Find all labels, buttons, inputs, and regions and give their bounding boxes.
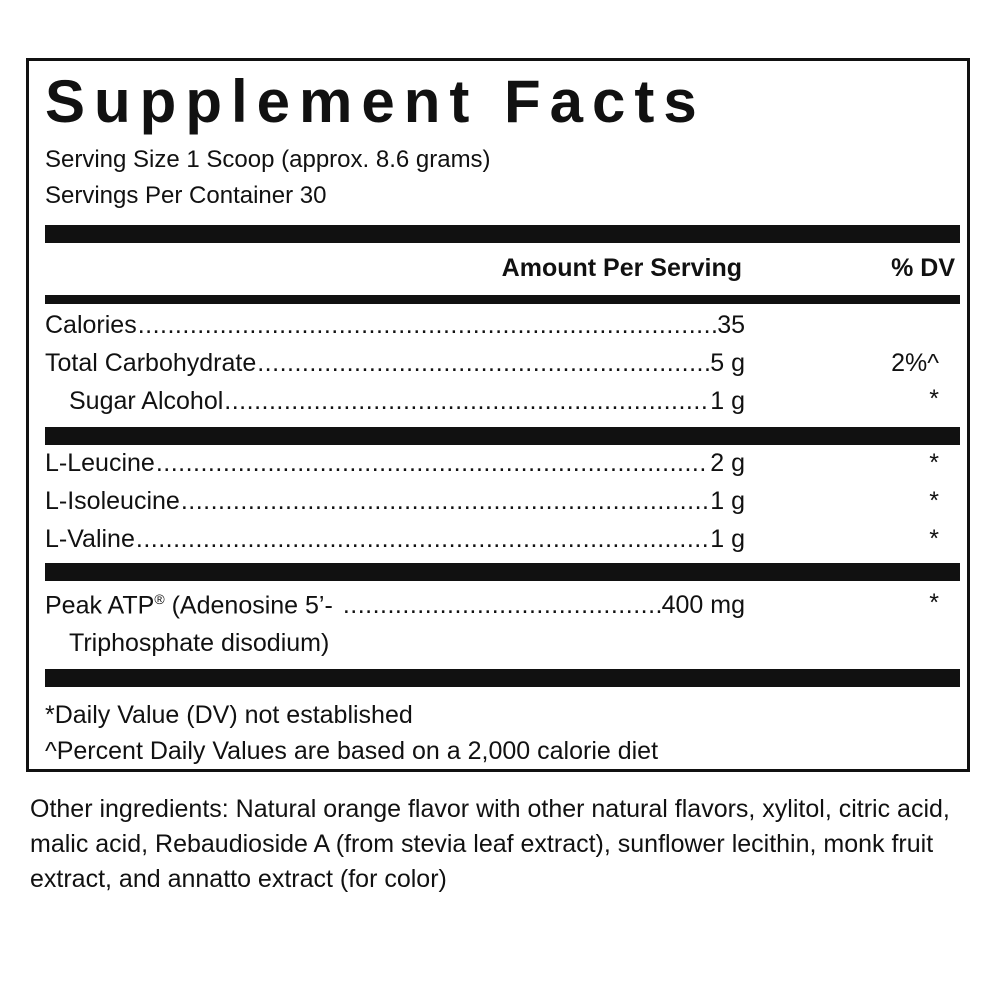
nutrient-name: L-Isoleucine bbox=[45, 487, 180, 515]
nutrient-dv: * bbox=[929, 589, 939, 617]
nutrient-amount: 1 g bbox=[710, 487, 745, 515]
divider-bar bbox=[45, 669, 960, 687]
nutrient-amount: 1 g bbox=[710, 525, 745, 553]
servings-per-container: Servings Per Container 30 bbox=[45, 182, 327, 209]
leader-dots bbox=[224, 387, 709, 416]
nutrient-name: Calories bbox=[45, 311, 137, 339]
nutrient-row-sugar-alcohol bbox=[69, 387, 745, 419]
nutrient-row-calories bbox=[45, 311, 745, 343]
peak-atp-name-rest: (Adenosine 5’- bbox=[164, 591, 333, 620]
nutrient-dv: * bbox=[929, 487, 939, 515]
divider-bar bbox=[45, 225, 960, 243]
other-ingredients: Other ingredients: Natural orange flavor with other natural flavors, xylitol, citric acid, malic acid, Rebaudioside A (from stevia leaf extract), sunflower lecithin, monk fruit extract, and annatto extract (for color) bbox=[30, 795, 950, 893]
leader-dots bbox=[136, 525, 709, 554]
nutrient-row-l-isoleucine bbox=[45, 487, 745, 519]
footnote-dv: *Daily Value (DV) not established bbox=[45, 701, 413, 729]
nutrient-dv: * bbox=[929, 449, 939, 477]
leader-dots bbox=[343, 591, 661, 620]
divider-bar bbox=[45, 295, 960, 304]
nutrient-dv: * bbox=[929, 525, 939, 553]
nutrient-amount: 35 bbox=[717, 311, 745, 339]
peak-atp-name: Peak ATP bbox=[45, 591, 155, 620]
nutrient-name: Total Carbohydrate bbox=[45, 349, 257, 377]
nutrient-amount: 1 g bbox=[710, 387, 745, 415]
nutrient-amount: 2 g bbox=[710, 449, 745, 477]
registered-mark: ® bbox=[154, 591, 165, 607]
leader-dots bbox=[257, 349, 709, 378]
serving-size: Serving Size 1 Scoop (approx. 8.6 grams) bbox=[45, 146, 491, 173]
nutrient-amount: 5 g bbox=[710, 349, 745, 377]
nutrient-name: Sugar Alcohol bbox=[69, 387, 224, 415]
nutrient-name: L-Valine bbox=[45, 525, 135, 553]
nutrient-name: L-Leucine bbox=[45, 449, 155, 477]
supplement-facts-panel bbox=[26, 58, 970, 772]
nutrient-name bbox=[45, 591, 333, 620]
nutrient-row-total-carbohydrate bbox=[45, 349, 745, 381]
divider-bar bbox=[45, 563, 960, 581]
nutrient-row-l-valine bbox=[45, 525, 745, 557]
leader-dots bbox=[181, 487, 709, 516]
header-amount-per-serving: Amount Per Serving bbox=[501, 254, 742, 282]
peak-atp-name-continued: Triphosphate disodium) bbox=[69, 629, 330, 657]
panel-title: Supplement Facts bbox=[45, 68, 706, 135]
leader-dots bbox=[138, 311, 716, 340]
header-daily-value: % DV bbox=[891, 254, 955, 282]
nutrient-row-l-leucine bbox=[45, 449, 745, 481]
nutrient-row-peak-atp bbox=[45, 591, 745, 623]
leader-dots bbox=[156, 449, 709, 478]
nutrient-dv: * bbox=[929, 385, 939, 413]
footnote-percent: ^Percent Daily Values are based on a 2,000 calorie diet bbox=[45, 737, 659, 765]
nutrient-amount: 400 mg bbox=[661, 591, 745, 620]
divider-bar bbox=[45, 427, 960, 445]
nutrient-dv: 2%^ bbox=[891, 349, 939, 377]
